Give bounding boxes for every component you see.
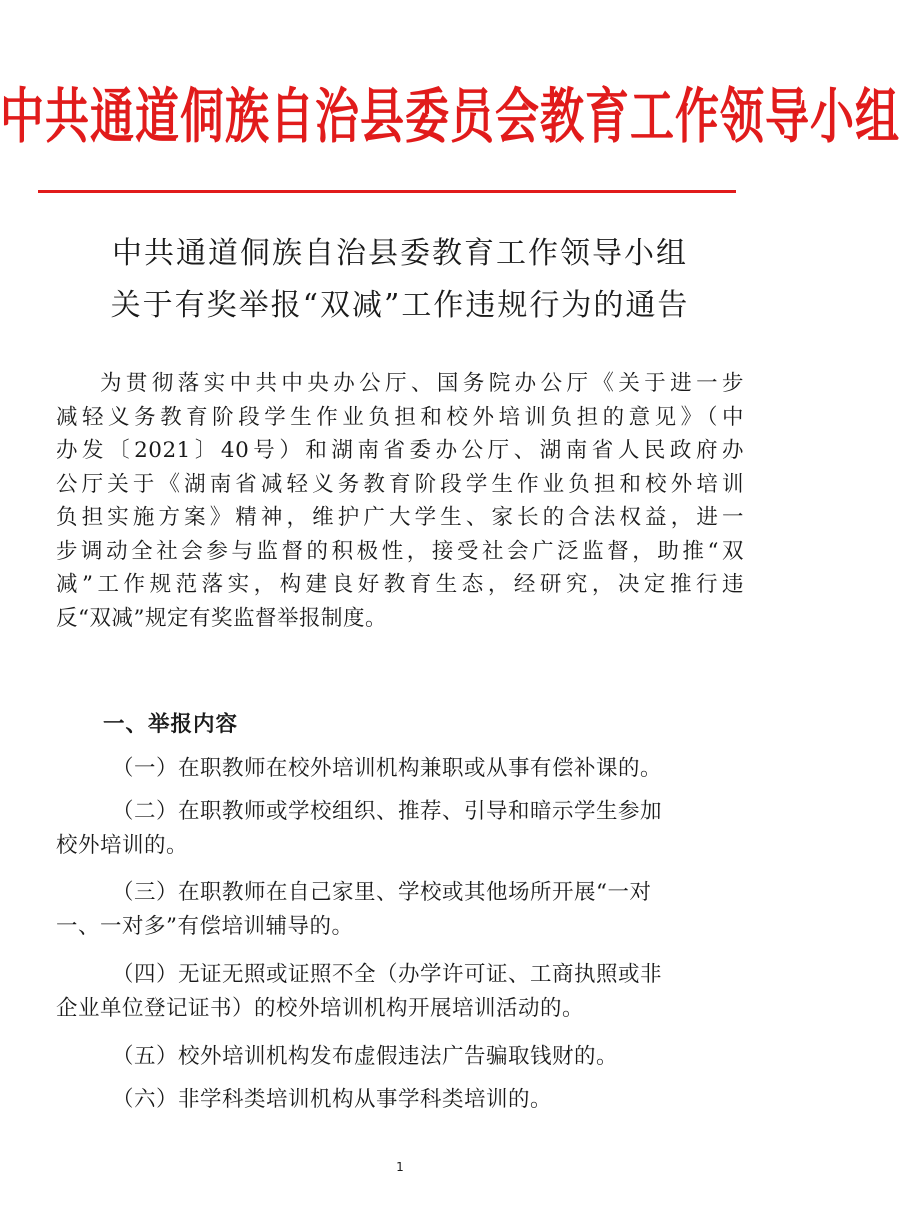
- report-item: [56, 1040, 744, 1074]
- intro-line: 减轻义务教育阶段学生作业负担和校外培训负担的意见》（中: [56, 404, 744, 430]
- report-item-line: （三）在职教师在自己家里、学校或其他场所开展“一对: [112, 880, 652, 905]
- intro-paragraph: [56, 367, 744, 635]
- report-item-line: 企业单位登记证书）的校外培训机构开展培训活动的。: [56, 995, 585, 1021]
- document-title-line-2: 关于有奖举报“双减”工作违规行为的通告: [110, 288, 690, 323]
- report-item: [56, 795, 744, 862]
- report-item: [56, 1083, 744, 1117]
- report-item-line: （二）在职教师或学校组织、推荐、引导和暗示学生参加: [112, 799, 663, 824]
- intro-line: 负担实施方案》精神，维护广大学生、家长的合法权益，进一: [56, 505, 744, 530]
- intro-line: 公厅关于《湖南省减轻义务教育阶段学生作业负担和校外培训: [56, 471, 744, 497]
- report-item-line: （四）无证无照或证照不全（办学许可证、工商执照或非: [112, 962, 663, 987]
- intro-line: 办发〔2021〕40号）和湖南省委办公厅、湖南省人民政府办: [56, 438, 744, 463]
- intro-line: 为贯彻落实中共中央办公厅、国务院办公厅《关于进一步: [100, 371, 744, 396]
- report-item-line: （六）非学科类培训机构从事学科类培训的。: [112, 1087, 553, 1112]
- intro-line: 减”工作规范落实，构建良好教育生态，经研究，决定推行违: [56, 572, 744, 597]
- intro-line: 反“双减”规定有奖监督举报制度。: [56, 605, 387, 631]
- page-number: 1: [396, 1160, 404, 1174]
- report-item-line: 校外培训的。: [56, 832, 189, 858]
- report-item-line: 一、一对多”有偿培训辅导的。: [56, 913, 354, 939]
- masthead-red-rule: [38, 190, 736, 193]
- report-item: [56, 876, 744, 943]
- report-item-line: （五）校外培训机构发布虚假违法广告骗取钱财的。: [112, 1044, 619, 1069]
- masthead-org-name: 中共通道侗族自治县委员会教育工作领导小组: [0, 82, 900, 152]
- report-item: [56, 752, 744, 786]
- section-heading-report-content: 一、举报内容: [103, 712, 239, 737]
- document-title-line-1: 中共通道侗族自治县委教育工作领导小组: [112, 236, 688, 271]
- intro-line: 步调动全社会参与监督的积极性，接受社会广泛监督，助推“双: [56, 538, 744, 564]
- report-item: [56, 958, 744, 1025]
- report-item-line: （一）在职教师在校外培训机构兼职或从事有偿补课的。: [112, 756, 663, 781]
